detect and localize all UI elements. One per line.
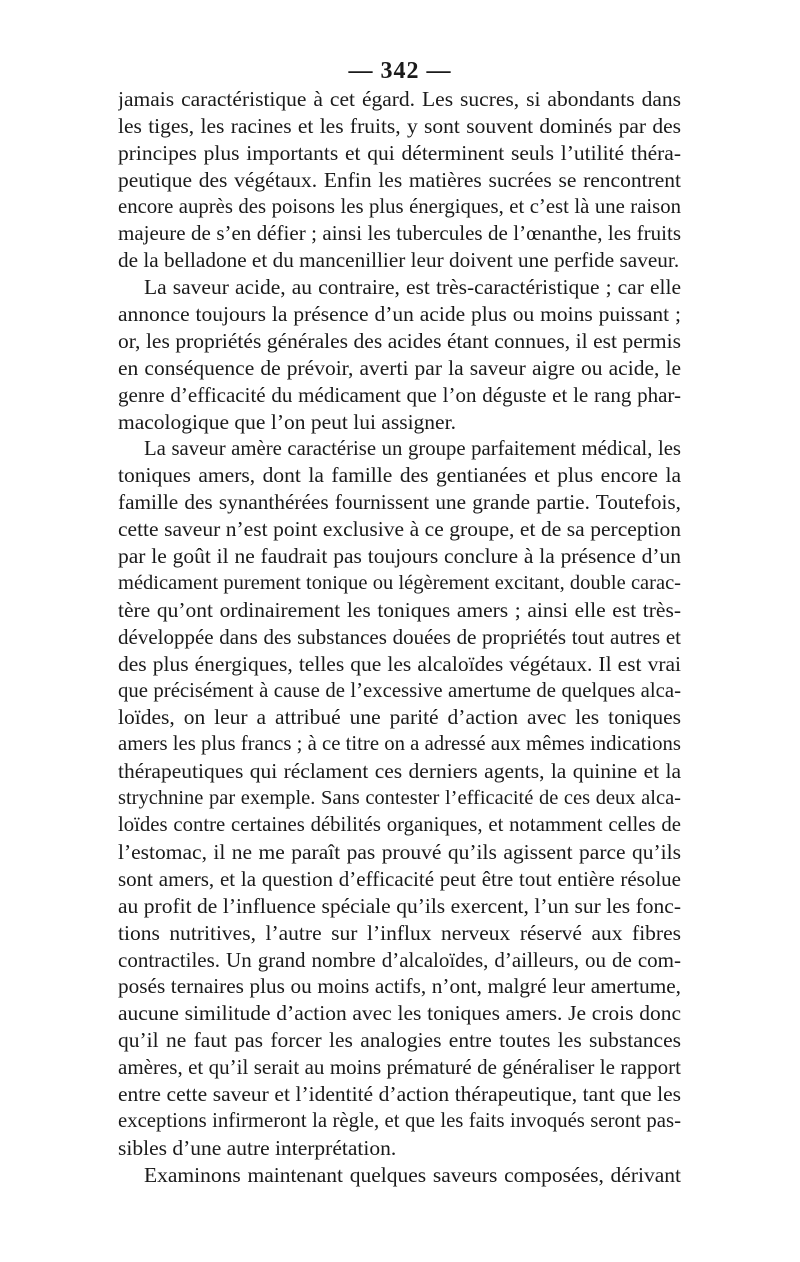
text-line: Examinons maintenant quelques saveurs composées, dérivant [144, 1162, 681, 1187]
text-line: jamais caractéristique à cet égard. Les sucres, si abondants dans [118, 87, 681, 111]
text-line: que précisément à cause de l’excessive amertume de quelques alca- [118, 679, 681, 702]
text-line: annonce toujours la présence d’un acide plus ou moins puissant ; [118, 302, 681, 327]
text-line: tère qu’ont ordinairement les toniques amers ; ainsi elle est très- [118, 597, 681, 622]
text-line: de la belladone et du mancenillier leur doivent une perfide saveur. [118, 248, 680, 273]
text-line: par le goût il ne faudrait pas toujours conclure à la présence d’un [118, 544, 681, 569]
text-line: au profit de l’influence spéciale qu’ils exercent, l’un sur les fonc- [118, 893, 681, 918]
text-line: exceptions infirmeront la règle, et que les faits invoqués seront pas- [118, 1109, 681, 1132]
text-line: principes plus importants et qui déterminent seuls l’utilité théra- [118, 140, 681, 165]
text-line: toniques amers, dont la famille des gentianées et plus encore la [118, 463, 681, 488]
text-line: développée dans des substances douées de propriétés tout autres et [118, 624, 681, 649]
text-line: posés ternaires plus ou moins actifs, n’ont, malgré leur amertume, [118, 974, 681, 999]
text-line: famille des synanthérées fournissent une grande partie. Toutefois, [118, 490, 681, 515]
text-line: loïdes, on leur a attribué une parité d’action avec les toniques [118, 705, 681, 730]
text-line: qu’il ne faut pas forcer les analogies entre toutes les substances [118, 1028, 681, 1053]
text-line: majeure de s’en défier ; ainsi les tubercules de l’œnanthe, les fruits [118, 221, 681, 246]
text-line: La saveur amère caractérise un groupe parfaitement médical, les [144, 437, 681, 460]
text-line: sibles d’une autre interprétation. [118, 1135, 397, 1160]
text-line: strychnine par exemple. Sans contester l’efficacité de ces deux alca- [118, 787, 681, 810]
text-line: peutique des végétaux. Enfin les matières sucrées se rencontrent [118, 167, 681, 192]
text-line: encore auprès des poisons les plus énergiques, et c’est là une raison [118, 195, 681, 218]
text-line: loïdes contre certaines débilités organiques, et notamment celles de [118, 814, 681, 837]
text-line: entre cette saveur et l’identité d’action thérapeutique, tant que les [118, 1081, 681, 1106]
body-text [118, 86, 681, 1189]
page-number: — 342 — [348, 58, 452, 84]
text-line: médicament purement tonique ou légèrement excitant, double carac- [118, 572, 681, 595]
text-line: aucune similitude d’action avec les toniques amers. Je crois donc [118, 1001, 681, 1026]
text-line: tions nutritives, l’autre sur l’influx nerveux réservé aux fibres [118, 920, 681, 945]
text-line: cette saveur n’est point exclusive à ce groupe, et de sa perception [118, 517, 681, 542]
text-line: l’estomac, il ne me paraît pas prouvé qu’ils agissent parce qu’ils [118, 839, 681, 864]
text-line: sont amers, et la question d’efficacité peut être tout entière résolue [118, 866, 681, 891]
text-line: La saveur acide, au contraire, est très-caractéristique ; car elle [144, 275, 681, 300]
text-line: en conséquence de prévoir, averti par la saveur aigre ou acide, le [118, 355, 681, 380]
text-line: contractiles. Un grand nombre d’alcaloïdes, d’ailleurs, ou de com- [118, 947, 681, 972]
text-line: or, les propriétés générales des acides étant connues, il est permis [118, 329, 681, 354]
text-line: macologique que l’on peut lui assigner. [118, 409, 456, 434]
text-line: amères, et qu’il serait au moins prématuré de généraliser le rapport [118, 1055, 681, 1080]
text-line: thérapeutiques qui réclament ces derniers agents, la quinine et la [118, 759, 681, 784]
text-line: amers les plus francs ; à ce titre on a adressé aux mêmes indications [118, 733, 681, 756]
text-line: les tiges, les racines et les fruits, y sont souvent dominés par des [118, 113, 681, 138]
text-line: genre d’efficacité du médicament que l’on déguste et le rang phar- [118, 382, 681, 407]
text-line: des plus énergiques, telles que les alcaloïdes végétaux. Il est vrai [118, 651, 681, 676]
